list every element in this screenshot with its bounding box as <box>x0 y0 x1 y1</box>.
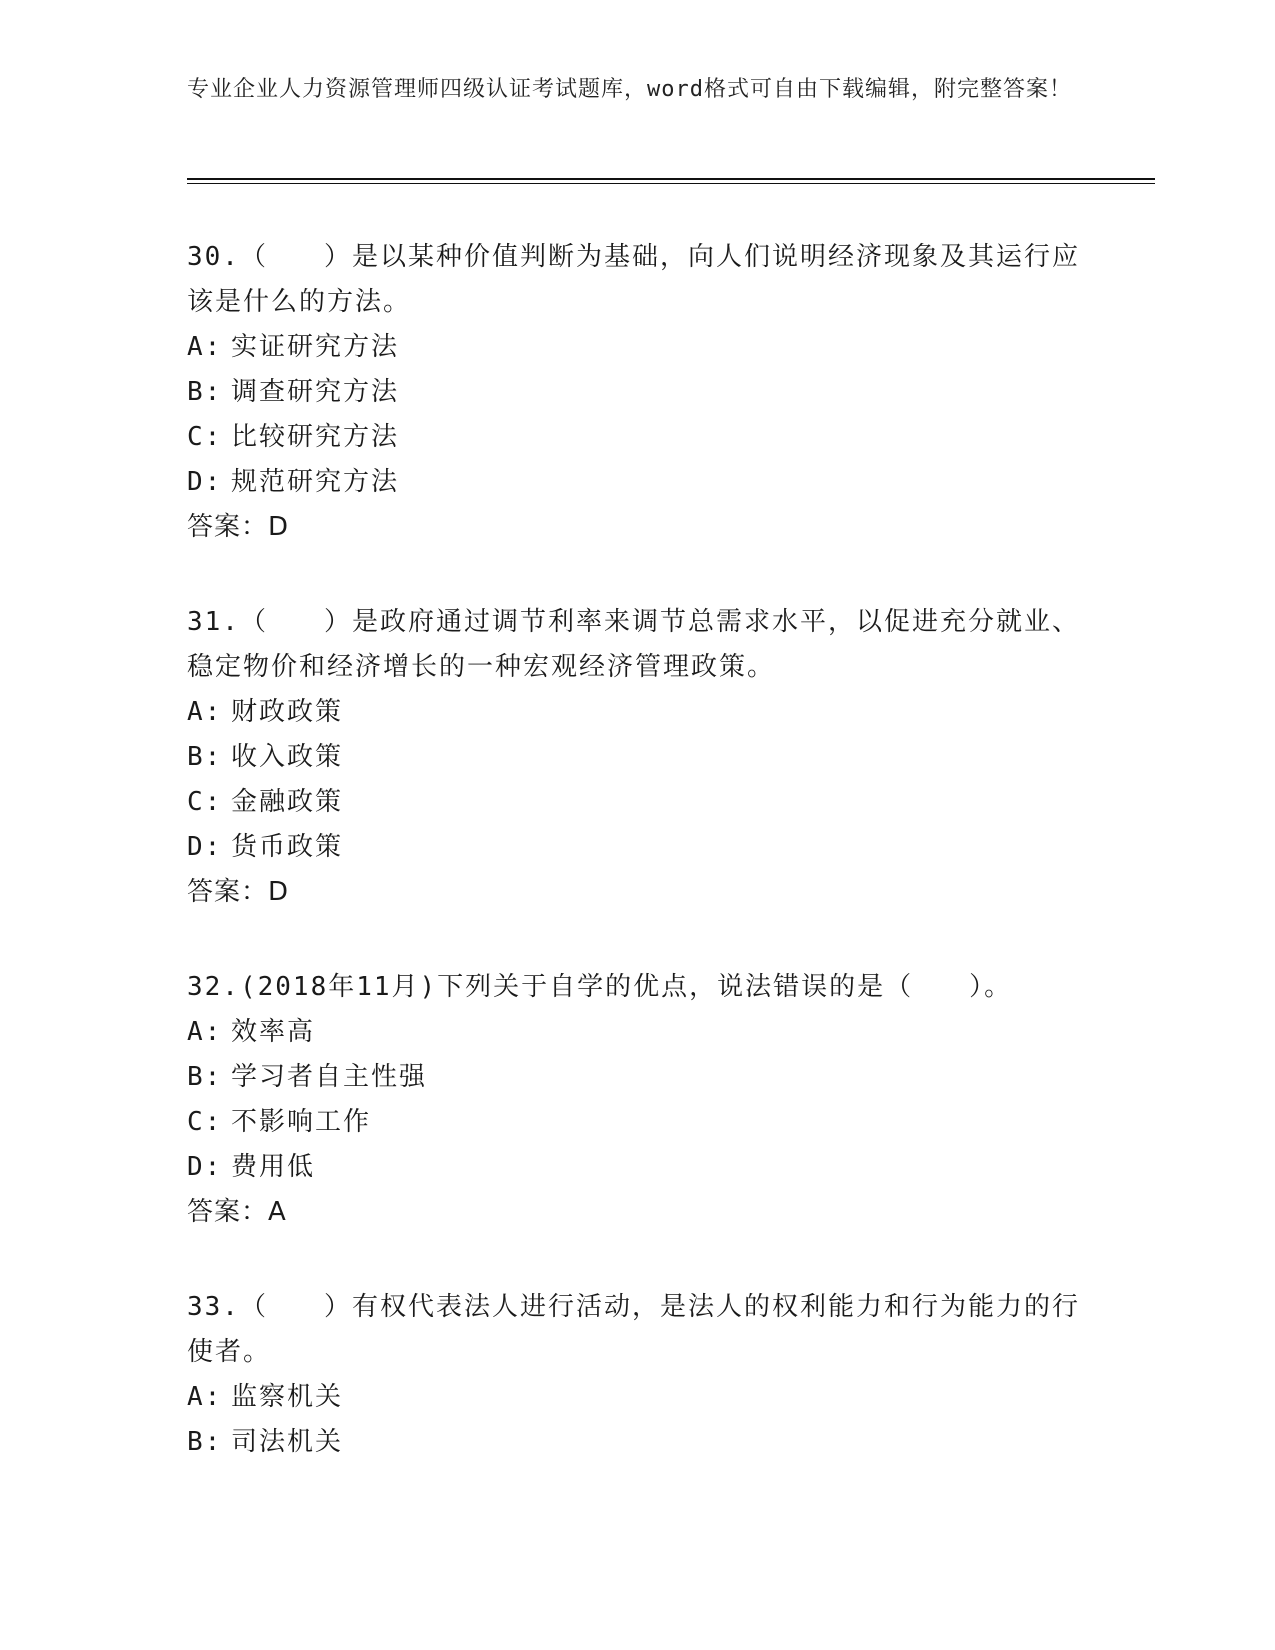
option-text: 调查研究方法 <box>231 377 400 407</box>
option-letter: B: <box>187 377 223 407</box>
option-a <box>187 325 1087 370</box>
option-text: 不影响工作 <box>231 1107 372 1137</box>
question-stem: 30.（ ）是以某种价值判断为基础，向人们说明经济现象及其运行应该是什么的方法。 <box>187 242 1080 317</box>
header-rule-thin <box>187 183 1155 184</box>
option-d <box>187 460 1087 505</box>
option-text: 学习者自主性强 <box>231 1062 428 1092</box>
question-stem: 31.（ ）是政府通过调节利率来调节总需求水平，以促进充分就业、稳定物价和经济增长的一种宏观经济管理政策。 <box>187 607 1080 682</box>
option-a <box>187 1375 1087 1420</box>
option-b <box>187 370 1087 415</box>
question-32 <box>187 965 1087 1235</box>
option-text: 收入政策 <box>231 742 344 772</box>
option-letter: B: <box>187 1062 223 1092</box>
option-b <box>187 1420 1087 1465</box>
question-30 <box>187 235 1087 550</box>
option-letter: B: <box>187 742 223 772</box>
option-letter: D: <box>187 1152 223 1182</box>
option-letter: A: <box>187 332 223 362</box>
option-letter: C: <box>187 1107 223 1137</box>
option-letter: D: <box>187 467 223 497</box>
option-d <box>187 1145 1087 1190</box>
option-text: 效率高 <box>231 1017 316 1047</box>
option-text: 货币政策 <box>231 832 344 862</box>
option-text: 比较研究方法 <box>231 422 400 452</box>
option-letter: C: <box>187 787 223 817</box>
header-note: 专业企业人力资源管理师四级认证考试题库，word格式可自由下载编辑，附完整答案！ <box>187 77 1072 102</box>
option-text: 财政政策 <box>231 697 344 727</box>
header-rule-thick <box>187 178 1155 180</box>
answer-line: 答案：A <box>187 1197 287 1227</box>
question-stem: 32.(2018年11月)下列关于自学的优点，说法错误的是（ ）。 <box>187 972 1013 1002</box>
option-d <box>187 825 1087 870</box>
option-a <box>187 1010 1087 1055</box>
option-c <box>187 1100 1087 1145</box>
option-c <box>187 415 1087 460</box>
answer-line: 答案：D <box>187 512 290 542</box>
option-letter: D: <box>187 832 223 862</box>
option-letter: A: <box>187 697 223 727</box>
answer-line: 答案：D <box>187 877 290 907</box>
option-text: 金融政策 <box>231 787 344 817</box>
option-b <box>187 735 1087 780</box>
option-letter: A: <box>187 1017 223 1047</box>
question-31 <box>187 600 1087 915</box>
option-c <box>187 780 1087 825</box>
option-letter: C: <box>187 422 223 452</box>
option-letter: B: <box>187 1427 223 1457</box>
option-text: 监察机关 <box>231 1382 344 1412</box>
option-b <box>187 1055 1087 1100</box>
question-33 <box>187 1285 1087 1465</box>
option-text: 规范研究方法 <box>231 467 400 497</box>
option-text: 实证研究方法 <box>231 332 400 362</box>
option-text: 司法机关 <box>231 1427 344 1457</box>
option-letter: A: <box>187 1382 223 1412</box>
option-text: 费用低 <box>231 1152 316 1182</box>
question-list <box>187 235 1087 1515</box>
option-a <box>187 690 1087 735</box>
question-stem: 33.（ ）有权代表法人进行活动，是法人的权利能力和行为能力的行使者。 <box>187 1292 1080 1367</box>
